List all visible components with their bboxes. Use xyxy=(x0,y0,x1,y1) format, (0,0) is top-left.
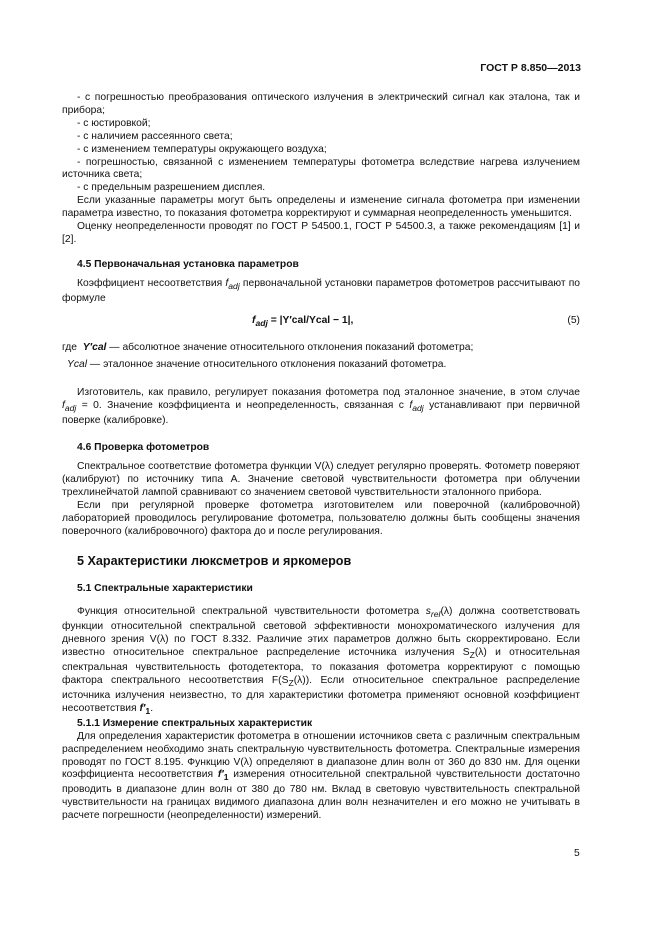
bullet-item: - погрешностью, связанной с изменением температуры фотометра вследствие нагрева излучением источника света; xyxy=(62,156,580,181)
where-line-1: где Y′cal — абсолютное значение относительного отклонения показаний фотометра; xyxy=(62,341,474,353)
paragraph: Если указанные параметры могут быть определены и изменение сигнала фотометра при изменении параметра известно, то показания фотометра корректируют и суммарная неопределенность уменьшится. xyxy=(62,195,580,220)
paragraph: Коэффициент несоответствия $f_{adj}$ первоначальной установки параметров фотометров рассчитывают по формуле xyxy=(62,277,580,304)
standard-header: ГОСТ Р 8.850—2013 xyxy=(480,62,581,74)
bullet-item: - с юстировкой; xyxy=(77,117,151,129)
bullet-item: - с предельным разрешением дисплея. xyxy=(77,182,266,194)
where-line-2: Ycal — эталонное значение относительного отклонения показаний фотометра. xyxy=(67,358,447,370)
paragraph: Спектральное соответствие фотометра функции V(λ) следует регулярно проверять. Фотометр поверяют (калибруют) по источнику типа А. Значение световой чувствительности фотометра при облучении трехлинейчатой лампой сравнивают со значением световой чувствительности эталонного прибора. xyxy=(62,461,580,498)
section-heading-4-5: 4.5 Первоначальная установка параметров xyxy=(77,258,299,270)
paragraph: Изготовитель, как правило, регулирует показания фотометра под эталонное значение, в этом случае $f_{adj} = 0$. Значение коэффициента и неопределенность, связанная с $f_{adj}$ устанавливают при первичной поверке (калибровке). xyxy=(62,387,580,427)
section-heading-5-1-1: 5.1.1 Измерение спектральных характеристик xyxy=(77,717,313,729)
formula-number: (5) xyxy=(567,314,580,326)
paragraph: Для определения характеристик фотометра в отношении источников света с различным спектральным распределением необходимо знать спектральную чувствительность фотометра. Спектральные измерения проводят по ГОСТ 8.195. Функцию V(λ) определяют в диапазоне длин волн от 360 до 830 нм. Для оценки коэффициента несоответствия $f'_1$ измерения относительной спектральной чувствительности достаточно проводить в диапазоне длин волн от 380 до 780 нм. Вклад в световую чувствительность спектральной чувствительности на границах видимого диапазона длин волн незначителен и его можно не учитывать в расчете погрешности (неопределенности) измерений. xyxy=(62,730,580,822)
chapter-heading-5: 5 Характеристики люксметров и яркомеров xyxy=(77,553,352,568)
bullet-item: - с погрешностью преобразования оптического излучения в электрический сигнал как эталона, так и прибора; xyxy=(62,92,580,116)
formula-5 xyxy=(62,314,580,330)
bullet-item: - с наличием рассеянного света; xyxy=(77,130,233,142)
page-content xyxy=(62,92,580,823)
formula-expression: $f_{adj}$ = |Y′cal/Ycal − 1|, xyxy=(252,314,354,328)
page-number: 5 xyxy=(574,848,580,859)
paragraph: Оценку неопределенности проводят по ГОСТ Р 54500.1, ГОСТ Р 54500.3, а также рекомендациям [1] и [2]. xyxy=(62,221,580,245)
section-heading-4-6: 4.6 Проверка фотометров xyxy=(77,442,210,454)
paragraph: Если при регулярной проверке фотометра изготовителем или поверочной (калибровочной) лабораторией проводилось регулирование фотометра, пользователю должны быть сообщены значения поверочного (калибровочного) фактора до и после регулирования. xyxy=(62,499,580,537)
section-heading-5-1: 5.1 Спектральные характеристики xyxy=(77,583,253,595)
bullet-item: - с изменением температуры окружающего воздуха; xyxy=(77,143,327,155)
paragraph: Функция относительной спектральной чувствительности фотометра $s_{rel}(\lambda)$ должна соответствовать функции относительной спектральной световой эффективности монохроматического излучения для дневного зрения V(λ) по ГОСТ 8.332. Различие этих параметров должно быть скорректировано. Если известно относительное спектральное распределение источника излучения $S_Z(\lambda)$ и относительная спектральная чувствительность фотодетектора, то показания фотометра корректируют с помощью фактора спектрального несоответствия $F(S_Z(\lambda))$. Если относительное спектральное распределение источника излучения неизвестно, то для характеристики фотометра применяют основной коэффициент несоответствия $f'_1$. xyxy=(62,606,580,716)
